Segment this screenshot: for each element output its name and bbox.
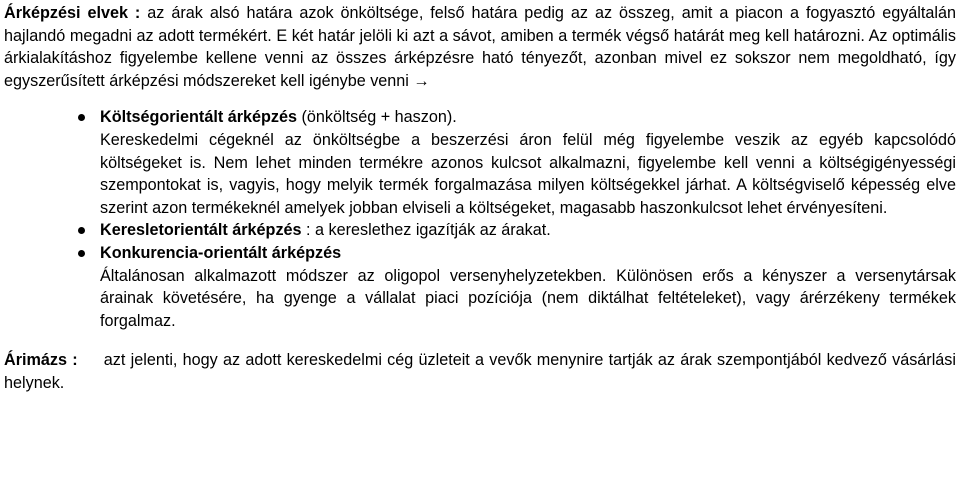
item-heading — [100, 219, 956, 242]
item-title: Költségorientált árképzés — [100, 108, 298, 127]
list-item-competition-oriented — [4, 242, 956, 332]
list-item-demand-oriented — [4, 219, 956, 242]
item-title-suffix: (önköltség + haszon). — [297, 108, 457, 127]
bullet-icon — [78, 250, 85, 257]
item-heading — [100, 242, 956, 265]
arimazs-paragraph — [4, 349, 956, 394]
item-body: Általánosan alkalmazott módszer az oligopol versenyhelyzetekben. Különösen erős a kényszer a versenytársak árainak követésére, ha gyenge a vállalat piaci pozíciója (nem diktálhat feltételeket), vagy árérzékeny termékek forgalmaz. — [100, 266, 956, 330]
item-body: Kereskedelmi cégeknél az önköltségbe a beszerzési áron felül még figyelembe veszik az egyéb kapcsolódó költségeket is. Nem lehet minden termékre azonos kulcsot alkalmazni, figyelembe kell venni a költségigényességi szempontokat is, vagyis, hogy melyik termék forgalmazása milyen költségekkel járhat. A költségviselő képesség elve szerint azon termékeknél amelyek jobban elviseli a költségeket, magasabb haszonkulcsot lehet érvényesíteni. — [100, 130, 956, 217]
intro-paragraph — [4, 2, 956, 92]
arimazs-text: azt jelenti, hogy az adott kereskedelmi cég üzleteit a vevők menynire tartják az árak szempontjából kedvező vásárlási helynek. — [4, 351, 956, 392]
list-item-cost-oriented — [4, 106, 956, 219]
bullet-icon — [78, 227, 85, 234]
arrow-icon: → — [413, 71, 430, 90]
pricing-methods-list — [4, 106, 956, 332]
intro-text: az árak alsó határa azok önköltsége, felső határa pedig az az összeg, amit a piacon a fogyasztó egyáltalán hajlandó megadni az adott termékért. E két határ jelöli ki azt a sávot, amiben a termék végső határát meg kell határozni. Az optimális árkialakításhoz figyelembe kellene venni az összes árképzésre ható tényezőt, azonban mivel ez sokszor nem megoldható, így egyszerűsített árképzési módszereket kell igénybe venni — [4, 4, 956, 90]
item-title: Keresletorientált árképzés — [100, 221, 302, 240]
item-title-suffix: : a kereslethez igazítják az árakat. — [301, 221, 551, 240]
bullet-icon — [78, 114, 85, 121]
item-title: Konkurencia-orientált árképzés — [100, 243, 342, 262]
intro-term: Árképzési elvek : — [4, 4, 141, 22]
arimazs-term: Árimázs : — [4, 351, 78, 370]
item-heading — [100, 106, 956, 129]
